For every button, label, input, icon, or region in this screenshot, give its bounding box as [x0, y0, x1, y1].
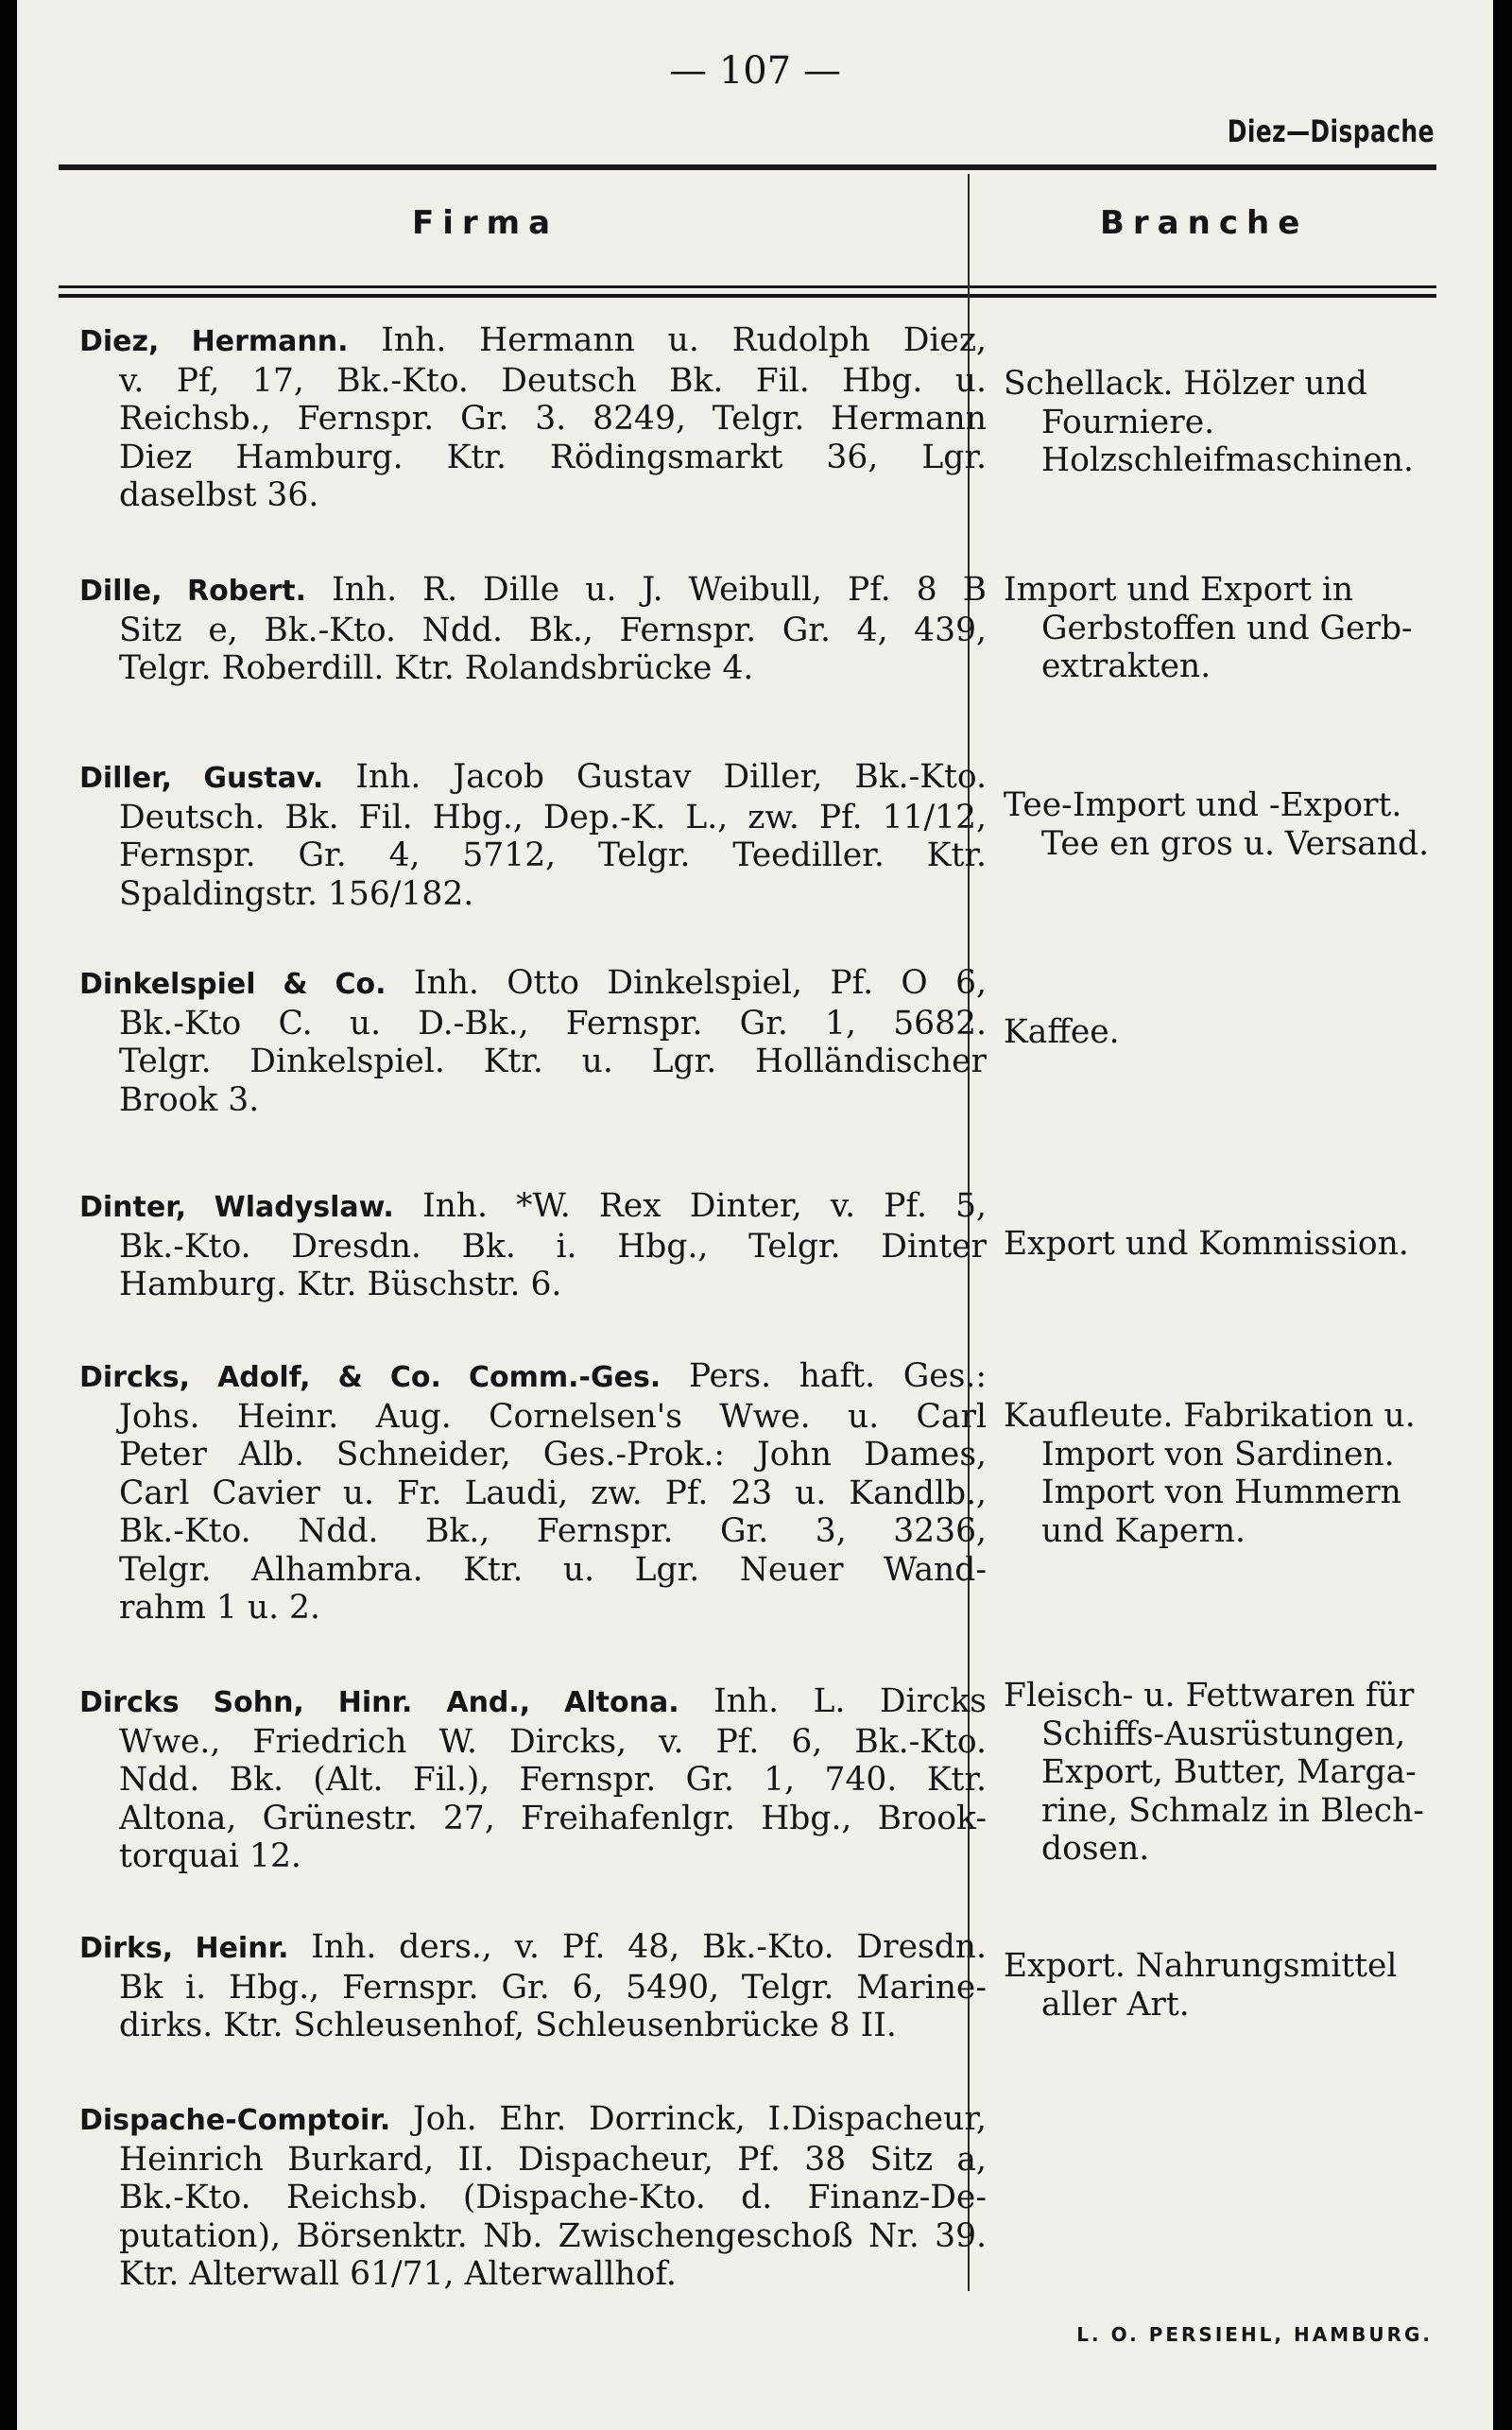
branche-cell: Export und Kommission. [1004, 1225, 1409, 1263]
page-number: — 107 — [669, 49, 841, 93]
branche-cell: Kaufleute. Fabrikation u. Import von Sardinen. Import von Hummern und Kapern. [1004, 1397, 1416, 1550]
firm-name: Dircks Sohn, Hinr. And., Altona. [79, 1686, 679, 1719]
firm-name: Dille, Robert. [79, 575, 307, 608]
firm-name: Dinkelspiel & Co. [79, 968, 387, 1001]
branche-cell: Kaffee. [1004, 1013, 1120, 1051]
firma-cell: Dircks Sohn, Hinr. And., Altona. Inh. L. Dircks Wwe., Friedrich W. Dircks, v. Pf. 6, Bk.-Kto. Ndd. Bk. (Alt. Fil.), Fernspr. Gr. 1, 740. Ktr. Altona, Grünestr. 27, Freihafenlgr. Hbg., Brook- torquai 12. [79, 1682, 988, 1875]
firm-name: Dispache-Comptoir. [79, 2104, 391, 2137]
firma-cell: Diller, Gustav. Inh. Jacob Gustav Diller, Bk.-Kto. Deutsch. Bk. Fil. Hbg., Dep.-K. L., zw. Pf. 11/12, Fernspr. Gr. 4, 5712, Telgr. Teediller. Ktr. Spaldingstr. 156/182. [79, 758, 987, 913]
running-head: Diez—Dispache [1227, 113, 1435, 149]
header-rule [59, 164, 1436, 170]
printer-imprint: L. O. PERSIEHL, HAMBURG. [1076, 2323, 1433, 2346]
branche-cell: Fleisch- u. Fettwaren für Schiffs-Ausrüstungen, Export, Butter, Marga- rine, Schmalz in Blech- dosen. [1004, 1677, 1424, 1868]
firma-cell: Dircks, Adolf, & Co. Comm.-Ges. Pers. haft. Ges.: Johs. Heinr. Aug. Cornelsen's Wwe. u. Carl Peter Alb. Schneider, Ges.-Prok.: John Dames, Carl Cavier u. Fr. Laudi, zw. Pf. 23 u. Kandlb., Bk.-Kto. Ndd. Bk., Fernspr. Gr. 3, 3236, Telgr. Alhambra. Ktr. u. Lgr. Neuer Wand- rahm 1 u. 2. [79, 1357, 988, 1627]
column-header-rule [59, 285, 1436, 288]
firma-cell: Dirks, Heinr. Inh. ders., v. Pf. 48, Bk.-Kto. Dresdn. Bk i. Hbg., Fernspr. Gr. 6, 5490, Telgr. Marine- dirks. Ktr. Schleusenhof, Schleusenbrücke 8 II. [79, 1928, 987, 2044]
directory-page [17, 0, 1493, 2430]
firm-name: Dirks, Heinr. [79, 1932, 289, 1965]
column-header-rule-2 [59, 294, 1436, 298]
firma-cell: Dispache-Comptoir. Joh. Ehr. Dorrinck, I.Dispacheur, Heinrich Burkard, II. Dispacheur, Pf. 38 Sitz a, Bk.-Kto. Reichsb. (Dispache-Kto. d. Finanz-De- putation), Börsenktr. Nb. Zwischengeschoß Nr. 39. Ktr. Alterwall 61/71, Alterwallhof. [79, 2100, 987, 2293]
column-header-firma: Firma [412, 204, 559, 242]
branche-cell: Import und Export in Gerbstoffen und Gerb- extrakten. [1004, 571, 1413, 685]
firma-cell: Dinkelspiel & Co. Inh. Otto Dinkelspiel, Pf. O 6, Bk.-Kto C. u. D.-Bk., Fernspr. Gr. 1, 5682. Telgr. Dinkelspiel. Ktr. u. Lgr. Holländischer Brook 3. [79, 964, 988, 1119]
branche-cell: Export. Nahrungsmittel aller Art. [1004, 1947, 1398, 2024]
firm-name: Dircks, Adolf, & Co. Comm.-Ges. [79, 1361, 662, 1394]
firma-cell: Diez, Hermann. Inh. Hermann u. Rudolph Diez, v. Pf, 17, Bk.-Kto. Deutsch Bk. Fil. Hbg. u. Reichsb., Fernspr. Gr. 3. 8249, Telgr. Hermann Diez Hamburg. Ktr. Rödingsmarkt 36, Lgr. daselbst 36. [79, 321, 987, 514]
column-header-branche: Branche [1100, 204, 1309, 242]
branche-cell: Schellack. Hölzer und Fourniere. Holzschleifmaschinen. [1004, 365, 1414, 479]
firm-name: Dinter, Wladyslaw. [79, 1191, 394, 1224]
firma-cell: Dille, Robert. Inh. R. Dille u. J. Weibull, Pf. 8 B Sitz e, Bk.-Kto. Ndd. Bk., Fernspr. Gr. 4, 439, Telgr. Roberdill. Ktr. Rolandsbrücke 4. [79, 571, 988, 687]
firm-name: Diller, Gustav. [79, 762, 324, 795]
branche-cell: Tee-Import und -Export. Tee en gros u. Versand. [1004, 786, 1430, 863]
firma-cell: Dinter, Wladyslaw. Inh. *W. Rex Dinter, v. Pf. 5, Bk.-Kto. Dresdn. Bk. i. Hbg., Telgr. Dinter Hamburg. Ktr. Büschstr. 6. [79, 1187, 987, 1303]
firm-name: Diez, Hermann. [79, 325, 349, 358]
